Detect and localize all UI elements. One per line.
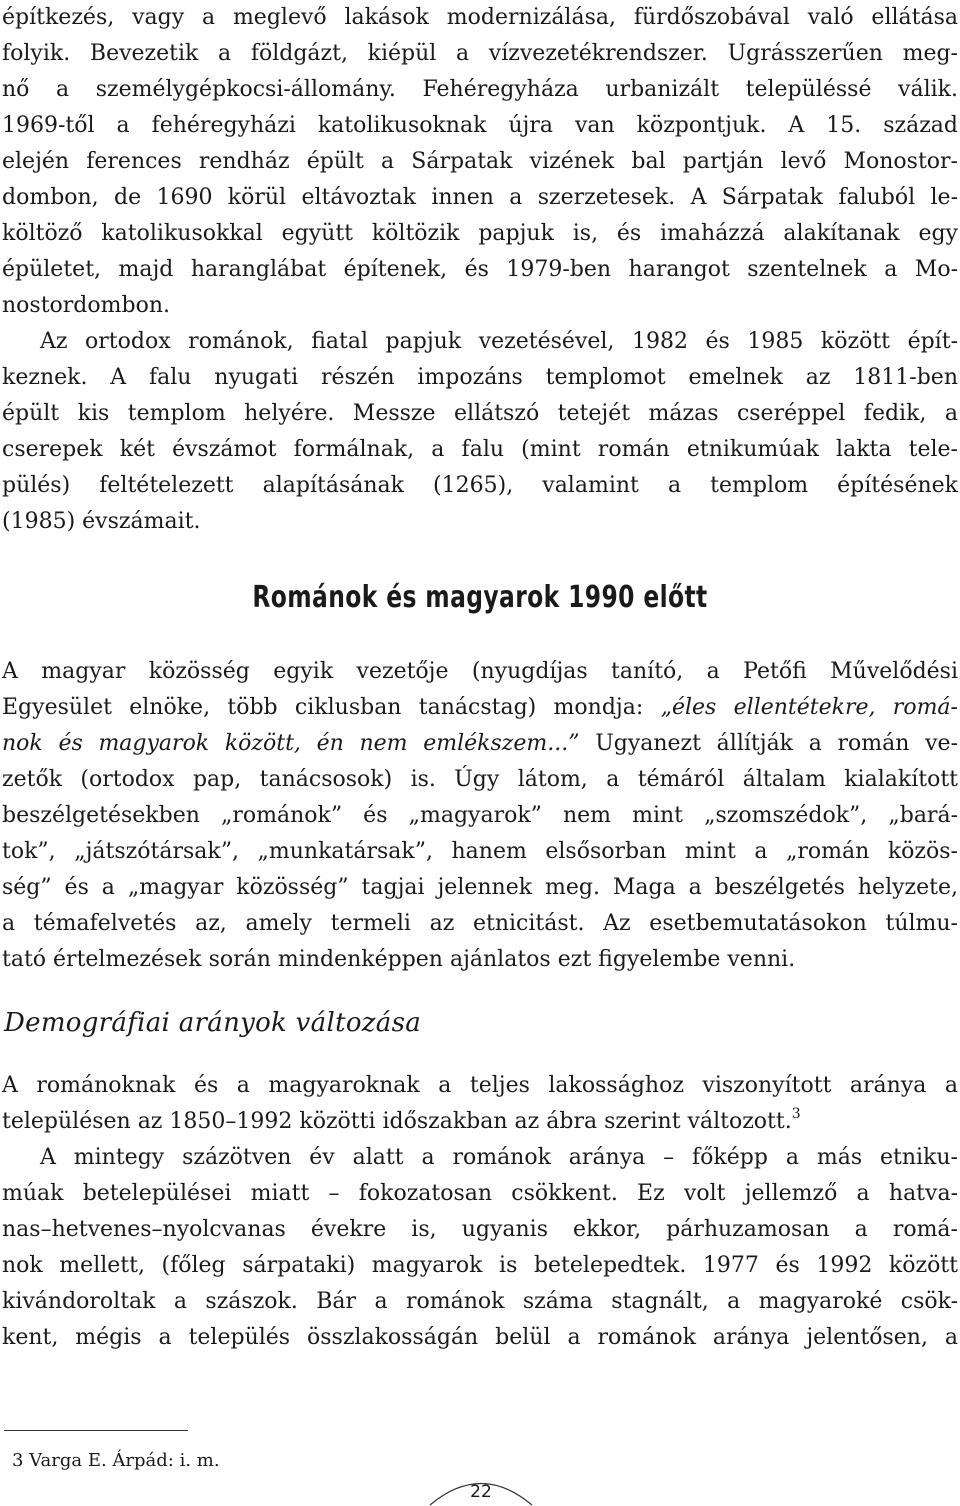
text-line: nő a személygépkocsi-állomány. Fehéregyháza urbanizált településsé válik. bbox=[2, 77, 958, 102]
text-line: ség” és a „magyar közösség” tagjai jelennek meg. Maga a beszélgetés helyzete, bbox=[2, 875, 958, 900]
text-line: építkezés, vagy a meglevő lakások modernizálása, fürdőszobával való ellátása bbox=[2, 5, 958, 30]
footnote-reference[interactable]: 3 bbox=[791, 1106, 801, 1122]
text-line: cserepek két évszámot formálnak, a falu (mint román etnikumúak lakta tele- bbox=[2, 437, 958, 462]
text-line: költöző katolikusokkal együtt költözik papjuk is, és imaházzá alakítanak egy bbox=[2, 221, 958, 246]
text-line bbox=[2, 726, 958, 762]
quote-italic: „éles ellentétekre, romá- bbox=[660, 695, 958, 720]
page-number: 22 bbox=[470, 1482, 492, 1502]
text-span: településen az 1850–1992 közötti időszakban az ábra szerint változott. bbox=[2, 1109, 792, 1134]
text-line: dombon, de 1690 körül eltávoztak innen a szerzetesek. A Sárpatak faluból le- bbox=[2, 185, 958, 210]
text-line: a témafelvetés az, amely termeli az etnicitást. Az esetbemutatásokon túlmu- bbox=[2, 911, 958, 936]
section-heading: Románok és magyarok 1990 előtt bbox=[252, 580, 708, 615]
footnote: 3 Varga E. Árpád: i. m. bbox=[12, 1450, 220, 1471]
text-line: A románoknak és a magyaroknak a teljes lakossághoz viszonyított aránya a bbox=[2, 1073, 958, 1098]
text-line: keznek. A falu nyugati részén impozáns templomot emelnek az 1811-ben bbox=[2, 365, 958, 390]
subheading: Demográfiai arányok változása bbox=[4, 1008, 422, 1038]
text-span: Ugyanezt állítják a román ve- bbox=[579, 731, 958, 756]
page-number-badge bbox=[428, 1468, 534, 1506]
text-line: A magyar közösség egyik vezetője (nyugdíjas tanító, a Petőfi Művelődési bbox=[2, 659, 958, 684]
footnote-divider bbox=[4, 1430, 188, 1431]
text-line: pülés) feltételezett alapításának (1265), valamint a templom építésének bbox=[2, 473, 958, 498]
text-line: épületet, majd haranglábat építenek, és 1979-ben harangot szentelnek a Mo- bbox=[2, 257, 958, 282]
text-line: tok”, „játszótársak”, „munkatársak”, hanem elsősorban mint a „román közös- bbox=[2, 839, 958, 864]
text-line: beszélgetésekben „románok” és „magyarok” nem mint „szomszédok”, „bará- bbox=[2, 803, 958, 828]
text-line: épült kis templom helyére. Messze ellátszó tetejét mázas cseréppel fedik, a bbox=[2, 401, 958, 426]
text-line: nok mellett, (főleg sárpataki) magyarok is betelepedtek. 1977 és 1992 között bbox=[2, 1253, 958, 1278]
text-line: (1985) évszámait. bbox=[2, 509, 201, 534]
text-line: elején ferences rendház épült a Sárpatak vizének bal partján levő Monostor- bbox=[2, 149, 958, 174]
quote-italic: nok és magyarok között, én nem emlékszem...” bbox=[2, 731, 580, 756]
text-line: zetők (ortodox pap, tanácsosok) is. Úgy látom, a témáról általam kialakított bbox=[2, 767, 958, 792]
text-line: folyik. Bevezetik a földgázt, kiépül a vízvezetékrendszer. Ugrásszerűen meg- bbox=[2, 41, 958, 66]
text-line: múak betelepülései miatt – fokozatosan csökkent. Ez volt jellemző a hatva- bbox=[2, 1181, 958, 1206]
text-line: Az ortodox románok, fiatal papjuk vezetésével, 1982 és 1985 között épít- bbox=[40, 329, 958, 354]
text-line: tató értelmezések során mindenképpen ajánlatos ezt figyelembe venni. bbox=[2, 947, 796, 972]
text-line bbox=[2, 690, 958, 726]
text-line: A mintegy százötven év alatt a románok aránya – főképp a más etniku- bbox=[40, 1145, 958, 1170]
text-span: Egyesület elnöke, több ciklusban tanácstag) mondja: bbox=[2, 695, 661, 720]
text-line: 1969-től a fehéregyházi katolikusoknak újra van központjuk. A 15. század bbox=[2, 113, 958, 138]
text-line bbox=[2, 1104, 958, 1140]
text-line: kivándoroltak a szászok. Bár a románok száma stagnált, a magyaroké csök- bbox=[2, 1289, 958, 1314]
text-line: nas–hetvenes–nyolcvanas évekre is, ugyanis ekkor, párhuzamosan a romá- bbox=[2, 1217, 958, 1242]
text-line: kent, mégis a település összlakosságán belül a románok aránya jelentősen, a bbox=[2, 1325, 958, 1350]
text-line: nostordombon. bbox=[2, 293, 170, 318]
